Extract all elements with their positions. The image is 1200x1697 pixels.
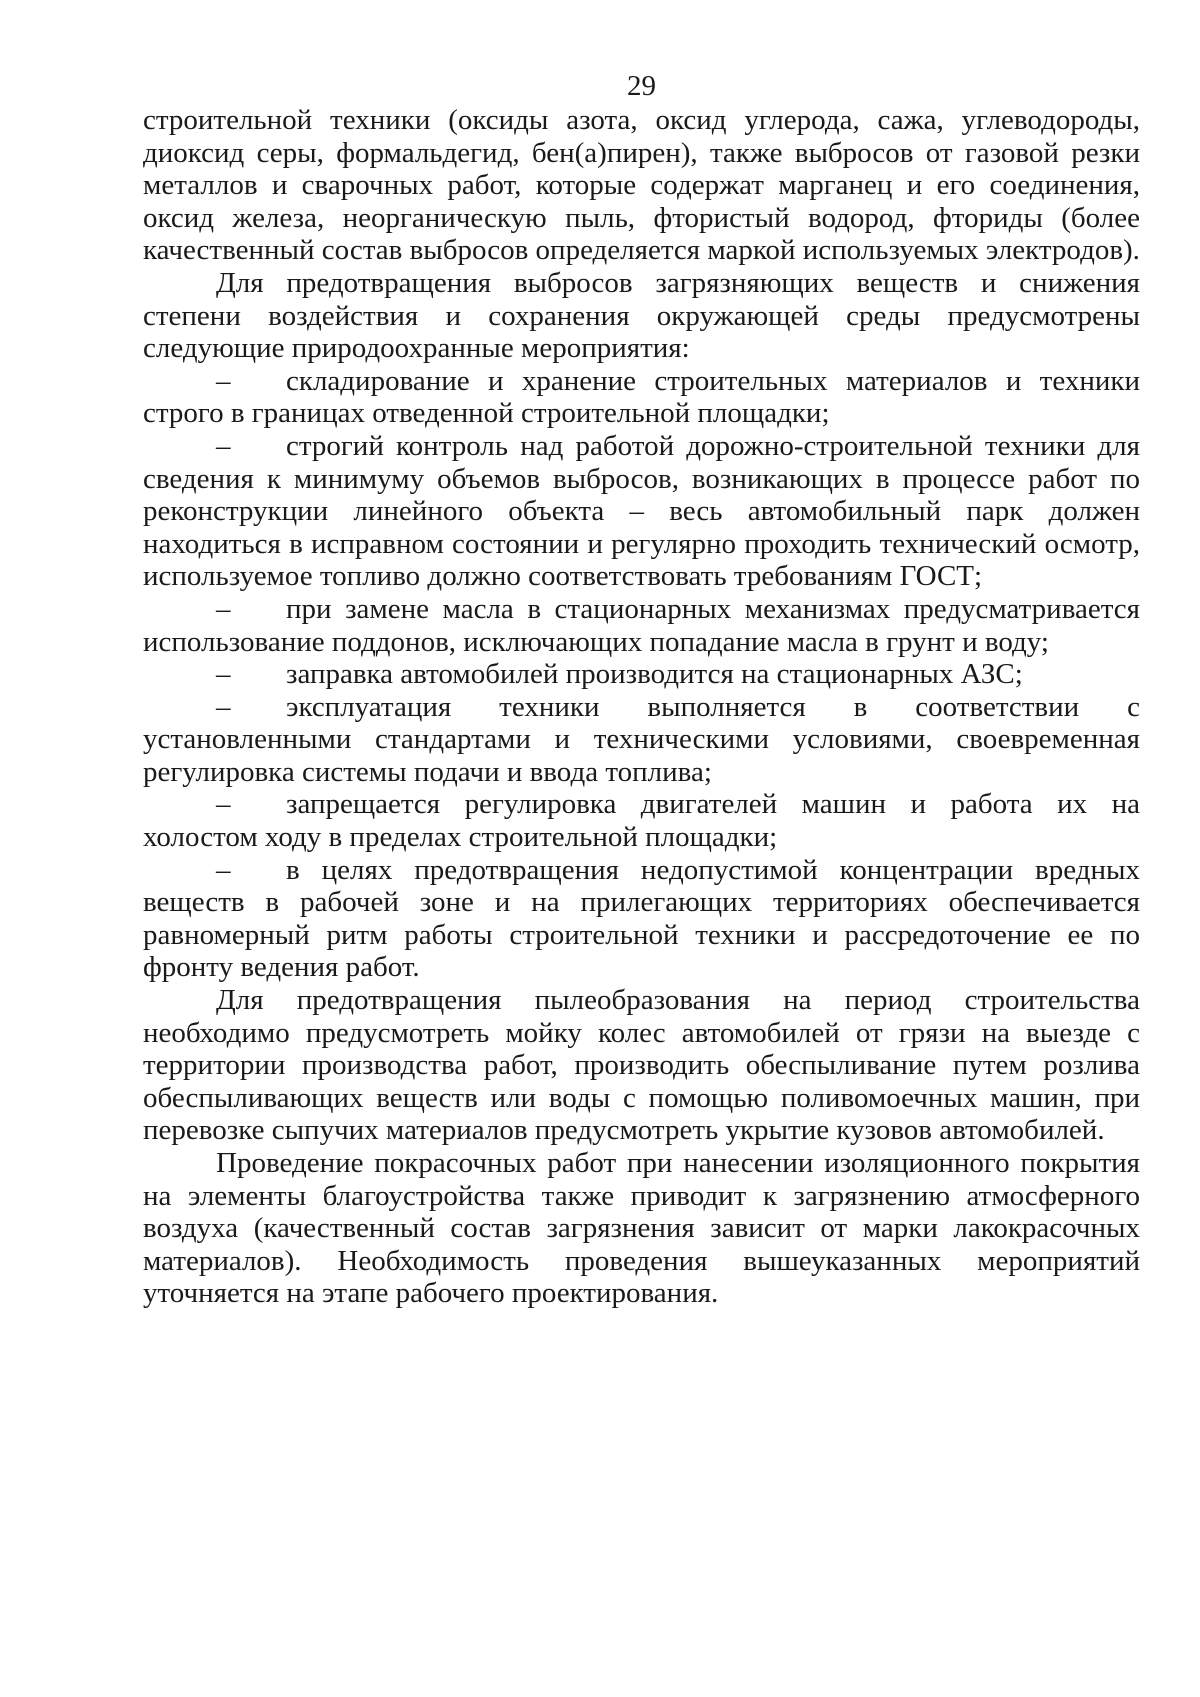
list-item-text: строгий контроль над работой дорожно-строительной техники для сведения к минимуму объемов выбросов, возникающих в процессе работ по реконструкции линейного объекта – весь автомобильный парк должен находиться в исправном состоянии и регулярно проходить технический осмотр, используемое топливо должно соответствовать требованиям ГОСТ; <box>143 429 1140 593</box>
list-dash: – <box>216 658 231 691</box>
list-item <box>143 593 1140 658</box>
list-dash: – <box>216 429 231 462</box>
list-item-text: в целях предотвращения недопустимой концентрации вредных веществ в рабочей зоне и на прилегающих территориях обеспечивается равномерный ритм работы строительной техники и рассредоточение ее по фронту ведения работ. <box>143 853 1140 984</box>
list-item <box>143 365 1140 430</box>
list-item <box>143 788 1140 853</box>
list-dash: – <box>216 788 231 821</box>
list-item <box>143 691 1140 789</box>
list-item <box>143 430 1140 593</box>
painting-paragraph: Проведение покрасочных работ при нанесении изоляционного покрытия на элементы благоустройства также приводит к загрязнению атмосферного воздуха (качественный состав загрязнения зависит от марки лакокрасочных материалов). Необходимость проведения вышеуказанных мероприятий уточняется на этапе рабочего проектирования. <box>143 1147 1140 1310</box>
list-item-text: складирование и хранение строительных материалов и техники строго в границах отведенной строительной площадки; <box>143 364 1140 430</box>
list-dash: – <box>216 690 231 723</box>
list-item-text: запрещается регулировка двигателей машин и работа их на холостом ходу в пределах строительной площадки; <box>143 788 1140 854</box>
list-item <box>143 658 1140 691</box>
intro-paragraph: строительной техники (оксиды азота, оксид углерода, сажа, углеводороды, диоксид серы, формальдегид, бен(а)пирен), также выбросов от газовой резки металлов и сварочных работ, которые содержат марганец и его соединения, оксид железа, неорганическую пыль, фтористый водород, фториды (более качественный состав выбросов определяется маркой используемых электродов). <box>143 104 1140 267</box>
list-dash: – <box>216 364 231 397</box>
list-item-text: эксплуатация техники выполняется в соответствии с установленными стандартами и техническими условиями, своевременная регулировка системы подачи и ввода топлива; <box>143 690 1140 788</box>
page-number: 29 <box>627 70 656 102</box>
list-item-text: заправка автомобилей производится на стационарных АЗС; <box>286 658 1023 691</box>
list-item <box>143 854 1140 984</box>
measures-intro-paragraph: Для предотвращения выбросов загрязняющих веществ и снижения степени воздействия и сохранения окружающей среды предусмотрены следующие природоохранные мероприятия: <box>143 266 1140 365</box>
document-page <box>143 70 1140 1310</box>
list-dash: – <box>216 592 231 625</box>
list-dash: – <box>216 853 231 886</box>
dust-paragraph: Для предотвращения пылеобразования на период строительства необходимо предусмотреть мойку колес автомобилей от грязи на выезде с территории производства работ, производить обеспыливание путем розлива обеспыливающих веществ или воды с помощью поливомоечных машин, при перевозке сыпучих материалов предусмотреть укрытие кузовов автомобилей. <box>143 984 1140 1147</box>
list-item-text: при замене масла в стационарных механизмах предусматривается использование поддонов, исключающих попадание масла в грунт и воду; <box>143 592 1140 658</box>
measures-list <box>143 365 1140 984</box>
